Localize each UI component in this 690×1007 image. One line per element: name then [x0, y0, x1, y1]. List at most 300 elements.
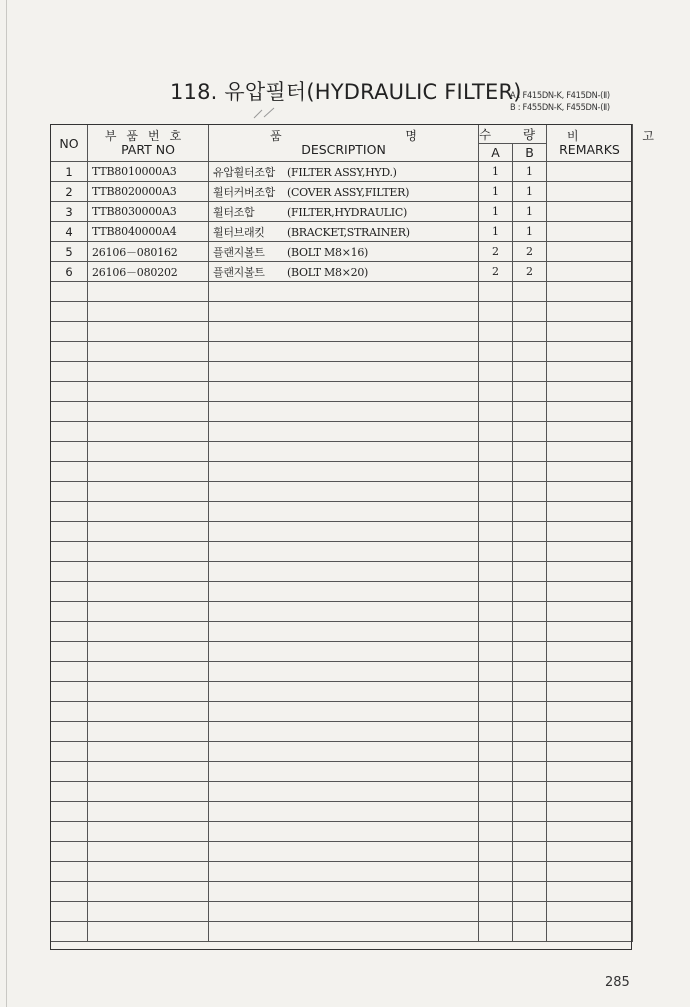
empty-cell	[88, 902, 209, 922]
empty-cell	[479, 582, 513, 602]
row-description	[209, 222, 479, 242]
empty-cell	[513, 702, 547, 722]
row-description	[209, 262, 479, 282]
empty-cell	[479, 762, 513, 782]
row-remarks	[547, 222, 633, 242]
empty-cell	[513, 742, 547, 762]
empty-cell	[88, 582, 209, 602]
empty-cell	[88, 722, 209, 742]
empty-cell	[547, 802, 633, 822]
empty-cell	[209, 662, 479, 682]
empty-cell	[209, 342, 479, 362]
empty-cell	[547, 342, 633, 362]
empty-cell	[51, 822, 88, 842]
empty-cell	[513, 502, 547, 522]
empty-cell	[547, 442, 633, 462]
empty-cell	[513, 322, 547, 342]
empty-cell	[88, 442, 209, 462]
empty-cell	[209, 582, 479, 602]
page-title: 118. 유압필터(HYDRAULIC FILTER)	[170, 80, 522, 104]
empty-cell	[88, 782, 209, 802]
row-no: 5	[51, 242, 88, 262]
row-part-no: 26106－080162	[88, 242, 209, 262]
parts-table	[50, 124, 684, 942]
empty-table-row	[51, 402, 633, 422]
empty-cell	[209, 302, 479, 322]
empty-cell	[513, 382, 547, 402]
row-description-en: (BOLT M8×20)	[287, 265, 369, 279]
empty-cell	[479, 322, 513, 342]
empty-cell	[479, 282, 513, 302]
empty-table-row	[51, 882, 633, 902]
empty-table-row	[51, 742, 633, 762]
empty-cell	[209, 522, 479, 542]
col-header-remarks	[547, 125, 684, 162]
empty-table-row	[51, 362, 633, 382]
empty-cell	[209, 842, 479, 862]
empty-cell	[479, 822, 513, 842]
empty-cell	[513, 682, 547, 702]
row-qty-a: 1	[479, 162, 513, 182]
model-b-label: B : F455DN-K, F455DN-(Ⅱ)	[510, 102, 610, 113]
empty-cell	[209, 562, 479, 582]
empty-cell	[547, 422, 633, 442]
row-description-ko: 유압휠터조합	[213, 165, 275, 179]
empty-cell	[88, 462, 209, 482]
empty-cell	[479, 402, 513, 422]
empty-cell	[479, 502, 513, 522]
empty-cell	[209, 922, 479, 942]
col-header-description	[209, 125, 479, 162]
empty-cell	[88, 882, 209, 902]
empty-cell	[479, 302, 513, 322]
empty-cell	[513, 602, 547, 622]
empty-cell	[88, 702, 209, 722]
empty-table-row	[51, 482, 633, 502]
row-part-no: TTB8010000A3	[88, 162, 209, 182]
empty-cell	[209, 762, 479, 782]
empty-cell	[51, 782, 88, 802]
row-part-no: TTB8030000A3	[88, 202, 209, 222]
empty-table-row	[51, 822, 633, 842]
empty-table-row	[51, 702, 633, 722]
empty-cell	[88, 522, 209, 542]
empty-cell	[51, 282, 88, 302]
row-description-ko: 플랜지볼트	[213, 265, 265, 279]
empty-cell	[479, 742, 513, 762]
empty-cell	[547, 722, 633, 742]
table-row	[51, 182, 633, 202]
empty-cell	[51, 682, 88, 702]
empty-cell	[88, 382, 209, 402]
empty-table-row	[51, 602, 633, 622]
empty-cell	[513, 282, 547, 302]
col-header-no: NO	[51, 125, 88, 162]
empty-cell	[479, 642, 513, 662]
empty-table-row	[51, 902, 633, 922]
col-header-description-ko: 품 명	[270, 129, 477, 143]
page-edge	[6, 0, 7, 1007]
empty-table-row	[51, 682, 633, 702]
col-header-part-no-ko: 부품번호	[104, 129, 192, 143]
empty-cell	[51, 802, 88, 822]
empty-cell	[547, 522, 633, 542]
empty-cell	[547, 702, 633, 722]
empty-cell	[547, 782, 633, 802]
empty-table-row	[51, 722, 633, 742]
empty-cell	[479, 882, 513, 902]
empty-cell	[547, 582, 633, 602]
row-description-en: (FILTER ASSY,HYD.)	[287, 165, 397, 179]
row-description-ko: 휠터커버조합	[213, 185, 275, 199]
empty-cell	[547, 682, 633, 702]
empty-cell	[88, 862, 209, 882]
empty-cell	[547, 462, 633, 482]
empty-cell	[209, 462, 479, 482]
row-qty-b: 2	[513, 242, 547, 262]
row-description	[209, 162, 479, 182]
empty-cell	[88, 742, 209, 762]
empty-cell	[51, 622, 88, 642]
empty-cell	[513, 882, 547, 902]
empty-cell	[479, 542, 513, 562]
empty-cell	[51, 442, 88, 462]
empty-cell	[513, 902, 547, 922]
empty-cell	[88, 922, 209, 942]
row-no: 3	[51, 202, 88, 222]
table-row	[51, 202, 633, 222]
row-qty-a: 1	[479, 202, 513, 222]
table-row	[51, 222, 633, 242]
empty-cell	[51, 582, 88, 602]
row-remarks	[547, 182, 633, 202]
row-qty-b: 1	[513, 182, 547, 202]
col-header-quantity: 수 량	[479, 125, 547, 144]
empty-cell	[209, 702, 479, 722]
empty-cell	[51, 422, 88, 442]
empty-cell	[479, 842, 513, 862]
empty-cell	[547, 362, 633, 382]
empty-cell	[479, 362, 513, 382]
empty-cell	[547, 382, 633, 402]
empty-cell	[513, 842, 547, 862]
empty-cell	[547, 922, 633, 942]
empty-cell	[513, 362, 547, 382]
row-part-no: TTB8020000A3	[88, 182, 209, 202]
row-qty-b: 1	[513, 162, 547, 182]
row-qty-b: 1	[513, 222, 547, 242]
empty-cell	[479, 462, 513, 482]
row-description	[209, 202, 479, 222]
empty-cell	[547, 402, 633, 422]
empty-table-row	[51, 502, 633, 522]
table-row	[51, 242, 633, 262]
row-qty-a: 2	[479, 262, 513, 282]
empty-cell	[547, 502, 633, 522]
empty-cell	[209, 382, 479, 402]
row-qty-b: 1	[513, 202, 547, 222]
empty-cell	[88, 842, 209, 862]
col-header-part-no	[88, 125, 209, 162]
empty-cell	[547, 282, 633, 302]
empty-cell	[88, 622, 209, 642]
row-no: 6	[51, 262, 88, 282]
empty-cell	[513, 822, 547, 842]
empty-cell	[51, 642, 88, 662]
empty-cell	[51, 482, 88, 502]
empty-cell	[209, 482, 479, 502]
empty-cell	[547, 562, 633, 582]
empty-cell	[547, 882, 633, 902]
empty-cell	[51, 462, 88, 482]
col-header-qty-b: B	[513, 144, 547, 162]
row-qty-b: 2	[513, 262, 547, 282]
empty-cell	[479, 922, 513, 942]
empty-cell	[513, 762, 547, 782]
empty-cell	[209, 442, 479, 462]
empty-cell	[513, 862, 547, 882]
empty-table-row	[51, 782, 633, 802]
empty-table-row	[51, 342, 633, 362]
empty-cell	[209, 722, 479, 742]
empty-cell	[51, 902, 88, 922]
empty-cell	[479, 442, 513, 462]
empty-cell	[479, 862, 513, 882]
empty-cell	[88, 802, 209, 822]
row-no: 1	[51, 162, 88, 182]
empty-cell	[479, 902, 513, 922]
empty-cell	[51, 522, 88, 542]
empty-cell	[51, 662, 88, 682]
empty-cell	[88, 422, 209, 442]
empty-cell	[547, 742, 633, 762]
empty-cell	[51, 502, 88, 522]
empty-cell	[479, 682, 513, 702]
empty-cell	[88, 602, 209, 622]
empty-cell	[547, 322, 633, 342]
empty-cell	[513, 802, 547, 822]
empty-table-row	[51, 622, 633, 642]
empty-cell	[88, 402, 209, 422]
row-description-ko: 휠터조합	[213, 205, 255, 219]
row-remarks	[547, 162, 633, 182]
col-header-remarks-en: REMARKS	[559, 142, 620, 157]
empty-cell	[479, 802, 513, 822]
empty-cell	[51, 302, 88, 322]
empty-table-row	[51, 382, 633, 402]
empty-cell	[479, 422, 513, 442]
empty-cell	[209, 502, 479, 522]
empty-cell	[209, 642, 479, 662]
empty-cell	[88, 482, 209, 502]
empty-cell	[547, 842, 633, 862]
empty-cell	[88, 302, 209, 322]
empty-cell	[51, 922, 88, 942]
empty-cell	[209, 402, 479, 422]
col-header-remarks-ko: 비 고	[567, 129, 684, 143]
empty-cell	[479, 342, 513, 362]
empty-cell	[51, 882, 88, 902]
empty-cell	[88, 562, 209, 582]
empty-table-row	[51, 542, 633, 562]
empty-cell	[209, 622, 479, 642]
empty-cell	[88, 342, 209, 362]
row-part-no: 26106－080202	[88, 262, 209, 282]
empty-cell	[513, 562, 547, 582]
empty-cell	[479, 702, 513, 722]
row-remarks	[547, 202, 633, 222]
empty-table-row	[51, 422, 633, 442]
empty-cell	[209, 602, 479, 622]
empty-cell	[547, 662, 633, 682]
empty-cell	[88, 762, 209, 782]
row-no: 2	[51, 182, 88, 202]
model-legend	[510, 90, 610, 114]
empty-table-row	[51, 282, 633, 302]
empty-cell	[547, 862, 633, 882]
empty-cell	[513, 582, 547, 602]
empty-cell	[513, 442, 547, 462]
empty-cell	[547, 602, 633, 622]
empty-cell	[51, 402, 88, 422]
empty-cell	[51, 702, 88, 722]
empty-cell	[51, 762, 88, 782]
row-qty-a: 1	[479, 182, 513, 202]
empty-table-row	[51, 802, 633, 822]
empty-table-row	[51, 302, 633, 322]
empty-cell	[513, 522, 547, 542]
col-header-part-no-en: PART NO	[121, 142, 175, 157]
empty-cell	[51, 562, 88, 582]
empty-table-row	[51, 522, 633, 542]
empty-cell	[88, 322, 209, 342]
row-description-en: (FILTER,HYDRAULIC)	[287, 205, 407, 219]
row-description	[209, 242, 479, 262]
empty-cell	[513, 402, 547, 422]
empty-cell	[547, 302, 633, 322]
empty-cell	[209, 822, 479, 842]
empty-cell	[209, 362, 479, 382]
empty-cell	[547, 902, 633, 922]
empty-table-row	[51, 862, 633, 882]
empty-cell	[547, 762, 633, 782]
empty-cell	[88, 662, 209, 682]
empty-cell	[547, 482, 633, 502]
empty-cell	[88, 502, 209, 522]
empty-cell	[209, 802, 479, 822]
empty-cell	[479, 782, 513, 802]
table-row	[51, 262, 633, 282]
pen-mark-icon	[252, 106, 278, 120]
empty-cell	[51, 362, 88, 382]
empty-cell	[88, 682, 209, 702]
empty-cell	[51, 602, 88, 622]
empty-cell	[479, 602, 513, 622]
empty-cell	[51, 382, 88, 402]
empty-table-row	[51, 462, 633, 482]
row-description-en: (COVER ASSY,FILTER)	[287, 185, 410, 199]
empty-cell	[513, 662, 547, 682]
empty-cell	[513, 462, 547, 482]
empty-cell	[209, 862, 479, 882]
empty-cell	[479, 662, 513, 682]
empty-table-row	[51, 582, 633, 602]
empty-cell	[209, 682, 479, 702]
row-remarks	[547, 242, 633, 262]
row-part-no: TTB8040000A4	[88, 222, 209, 242]
row-qty-a: 1	[479, 222, 513, 242]
empty-table-row	[51, 842, 633, 862]
empty-cell	[513, 622, 547, 642]
empty-cell	[513, 482, 547, 502]
empty-cell	[513, 342, 547, 362]
table-row	[51, 162, 633, 182]
empty-cell	[88, 642, 209, 662]
empty-cell	[547, 542, 633, 562]
empty-cell	[51, 722, 88, 742]
empty-cell	[209, 902, 479, 922]
empty-cell	[51, 742, 88, 762]
empty-table-row	[51, 322, 633, 342]
model-a-label: A : F415DN-K, F415DN-(Ⅱ)	[510, 90, 610, 101]
empty-cell	[51, 542, 88, 562]
col-header-description-en: DESCRIPTION	[301, 142, 386, 157]
row-qty-a: 2	[479, 242, 513, 262]
empty-cell	[513, 782, 547, 802]
row-description-en: (BRACKET,STRAINER)	[287, 225, 410, 239]
empty-cell	[513, 302, 547, 322]
empty-cell	[209, 542, 479, 562]
row-description-en: (BOLT M8×16)	[287, 245, 369, 259]
empty-table-row	[51, 922, 633, 942]
empty-cell	[479, 522, 513, 542]
empty-cell	[547, 622, 633, 642]
empty-cell	[479, 382, 513, 402]
col-header-qty-a: A	[479, 144, 513, 162]
empty-cell	[51, 842, 88, 862]
empty-table-row	[51, 662, 633, 682]
empty-table-row	[51, 642, 633, 662]
empty-cell	[513, 722, 547, 742]
row-description-ko: 휠터브래킷	[213, 225, 265, 239]
empty-cell	[209, 282, 479, 302]
empty-cell	[209, 882, 479, 902]
page-number: 285	[605, 975, 630, 990]
empty-cell	[209, 322, 479, 342]
empty-cell	[51, 342, 88, 362]
empty-table-row	[51, 442, 633, 462]
row-description	[209, 182, 479, 202]
empty-cell	[209, 742, 479, 762]
empty-cell	[513, 542, 547, 562]
empty-cell	[513, 422, 547, 442]
empty-cell	[479, 722, 513, 742]
empty-table-row	[51, 762, 633, 782]
empty-cell	[209, 782, 479, 802]
empty-cell	[88, 362, 209, 382]
empty-cell	[547, 642, 633, 662]
empty-cell	[479, 622, 513, 642]
empty-cell	[479, 562, 513, 582]
empty-table-row	[51, 562, 633, 582]
row-description-ko: 플랜지볼트	[213, 245, 265, 259]
empty-cell	[51, 862, 88, 882]
empty-cell	[513, 642, 547, 662]
empty-cell	[209, 422, 479, 442]
row-remarks	[547, 262, 633, 282]
empty-cell	[51, 322, 88, 342]
empty-cell	[479, 482, 513, 502]
